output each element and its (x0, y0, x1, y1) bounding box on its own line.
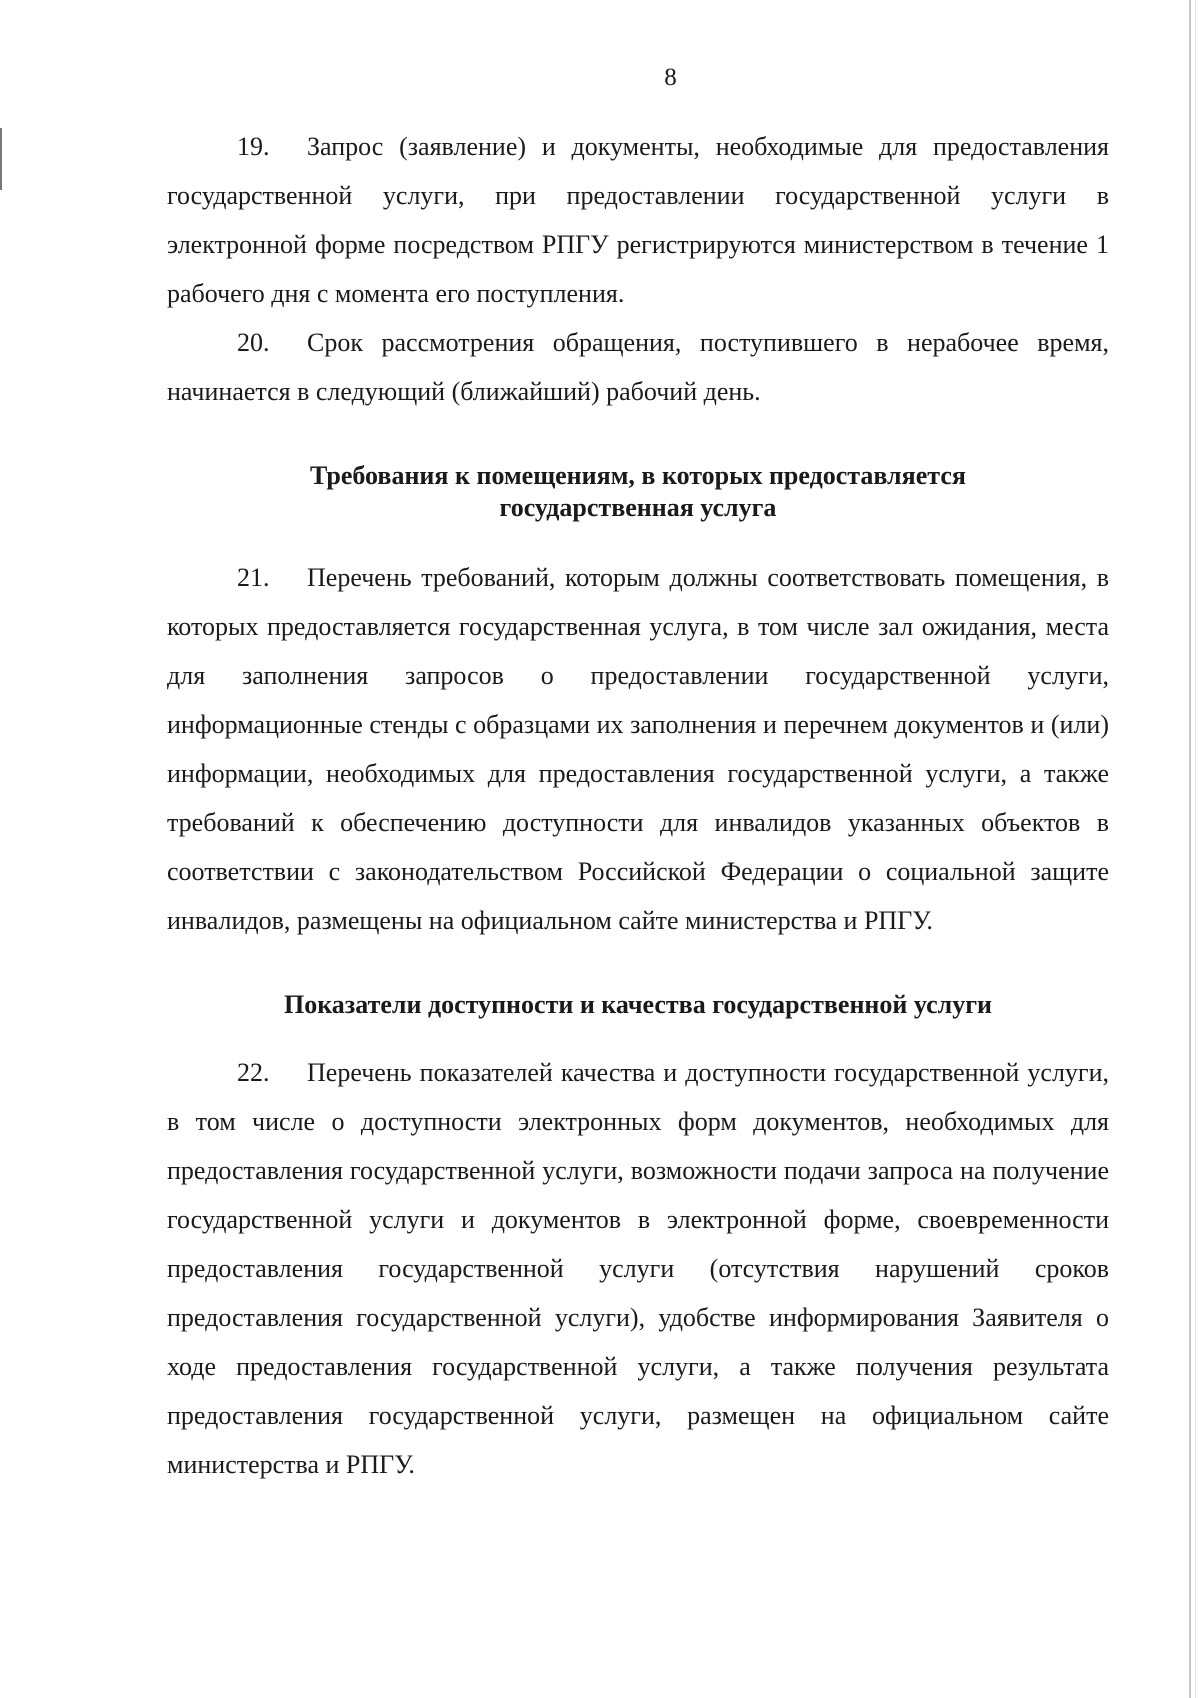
scan-edge-right-secondary (1195, 0, 1196, 1698)
paragraph-number: 21. (237, 563, 270, 592)
paragraph-number: 19. (237, 132, 270, 161)
heading-line: Требования к помещениям, в которых предоставляется (310, 461, 966, 490)
scan-edge-right (1189, 0, 1191, 1698)
document-body (167, 122, 1109, 1489)
paragraph-text: Перечень показателей качества и доступности государственной услуги, в том числе о доступности электронных форм документов, необходимых для предоставления государственной услуги, возможности подачи запроса на получение государственной услуги и документов в электронной форме, своевременности предоставления государственной услуги (отсутствия нарушений сроков предоставления государственной услуги), удобстве информирования Заявителя о ходе предоставления государственной услуги, а также получения результата предоставления государственной услуги, размещен на официальном сайте министерства и РПГУ. (167, 1058, 1109, 1479)
heading-line: государственная услуга (499, 493, 777, 522)
paragraph-21 (167, 553, 1109, 945)
paragraph-text: Срок рассмотрения обращения, поступившего в нерабочее время, начинается в следующий (ближайший) рабочий день. (167, 328, 1109, 406)
paragraph-number: 22. (237, 1058, 270, 1087)
page-number: 8 (664, 64, 677, 91)
section-heading-premises (167, 460, 1109, 524)
section-heading-quality: Показатели доступности и качества государственной услуги (283, 990, 993, 1019)
paragraph-22 (167, 1048, 1109, 1489)
paragraph-20 (167, 318, 1109, 416)
paragraph-text: Запрос (заявление) и документы, необходимые для предоставления государственной услуги, при предоставлении государственной услуги в электронной форме посредством РПГУ регистрируются министерством в течение 1 рабочего дня с момента его поступления. (167, 132, 1109, 308)
paragraph-number: 20. (237, 328, 270, 357)
paragraph-19 (167, 122, 1109, 318)
scan-edge-mark-left (0, 128, 2, 190)
paragraph-text: Перечень требований, которым должны соответствовать помещения, в которых предоставляется государственная услуга, в том числе зал ожидания, места для заполнения запросов о предоставлении государственной услуги, информационные стенды с образцами их заполнения и перечнем документов и (или) информации, необходимых для предоставления государственной услуги, а также требований к обеспечению доступности для инвалидов указанных объектов в соответствии с законодательством Российской Федерации о социальной защите инвалидов, размещены на официальном сайте министерства и РПГУ. (167, 563, 1109, 935)
